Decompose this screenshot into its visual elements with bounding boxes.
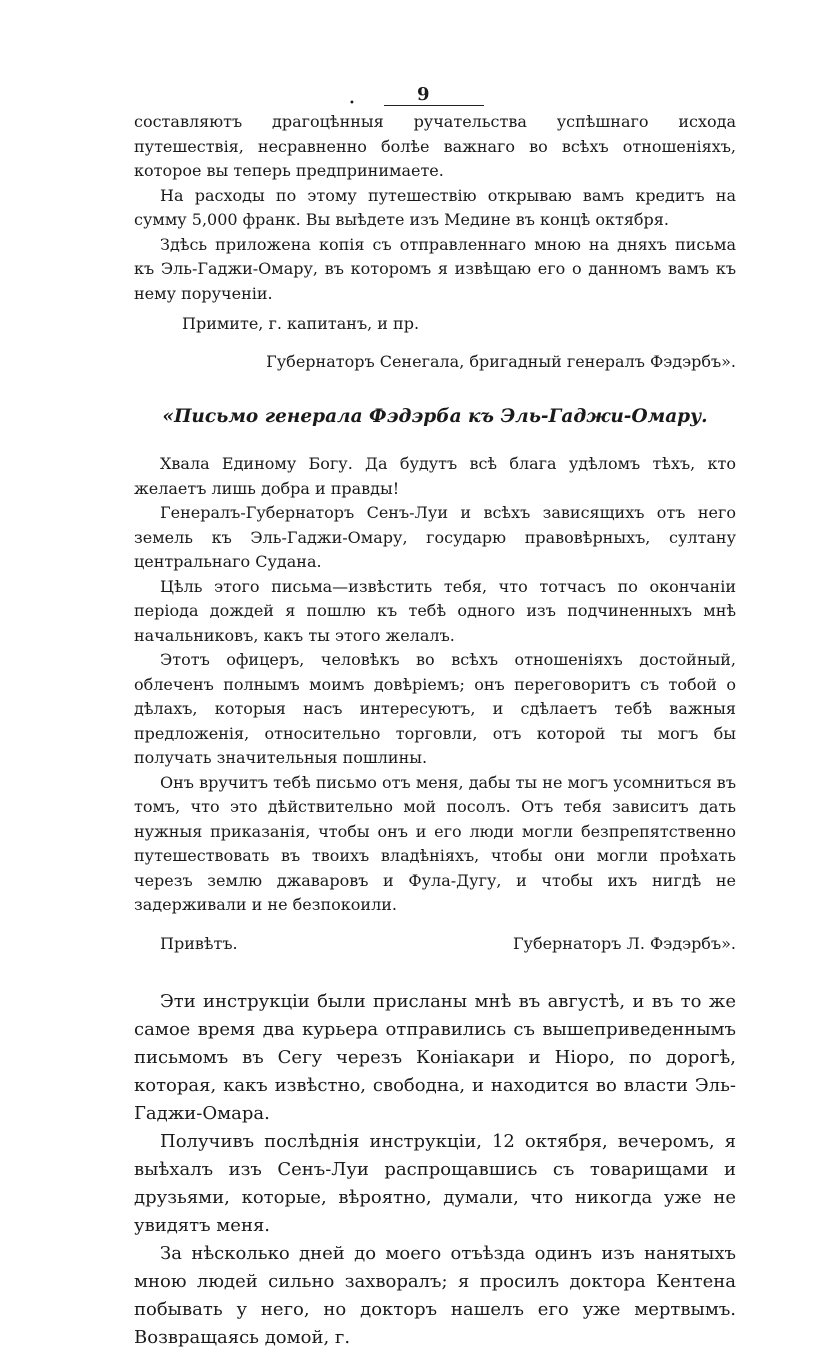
signoff-greeting: Примите, г. капитанъ, и пр. <box>182 314 420 333</box>
letter-paragraph: Онъ вручитъ тебѣ письмо отъ меня, дабы ты не могъ усомниться въ томъ, что это дѣйствительно мой посолъ. Отъ тебя зависитъ дать нужныя приказанія, чтобы онъ и его люди могли безпрепятственно путешествовать въ твоихъ владѣніяхъ, чтобы они могли проѣхать черезъ землю джаваровъ и Фула-Дугу, и чтобы ихъ нигдѣ не задерживали и не безпокоили. <box>134 772 736 914</box>
letter-closing-signature: Губернаторъ Л. Фэдэрбъ». <box>512 933 736 953</box>
book-page <box>134 80 736 1348</box>
intro-section <box>134 110 736 374</box>
intro-paragraph-credit: На расходы по этому путешествію открываю вамъ кредитъ на сумму 5,000 франк. Вы выѣдете изъ Медине въ концѣ октября. <box>134 185 736 229</box>
letter-closing <box>134 932 736 956</box>
narrative-paragraph: За нѣсколько дней до моего отъѣзда одинъ изъ нанятыхъ мною людей сильно захворалъ; я просилъ доктора Кентена побывать у него, но докторъ нашелъ его уже мертвымъ. Возвращаясь домой, г. <box>134 1242 736 1348</box>
letter-closing-greeting: Привѣтъ. <box>160 933 238 953</box>
header-rule <box>384 105 484 106</box>
letter-paragraph: Этотъ офицеръ, человѣкъ во всѣхъ отношеніяхъ достойный, облеченъ полнымъ моимъ довѣріемъ; онъ переговоритъ съ тобой о дѣлахъ, которыя насъ интересуютъ, и сдѣлаетъ тебѣ важныя предложенія, относительно торговли, отъ которой ты могъ бы получать значительныя пошлины. <box>134 650 736 767</box>
page-header <box>134 80 736 110</box>
letter-paragraph: Цѣль этого письма—извѣстить тебя, что тотчасъ по окончаніи періода дождей я пошлю къ тебѣ одного изъ подчиненныхъ мнѣ начальниковъ, какъ ты этого желалъ. <box>134 576 736 645</box>
section-gap <box>134 956 736 988</box>
page-number: 9 <box>417 84 430 105</box>
ink-speck: • <box>349 98 355 109</box>
letter-body <box>134 452 736 956</box>
intro-paragraph-continuation: составляютъ драгоцѣнныя ручательства успѣшнаго исхода путешествія, несравненно болѣе важнаго во всѣхъ отношеніяхъ, которое вы теперь предпринимаете. <box>134 112 736 180</box>
narrative-section <box>134 988 736 1352</box>
signoff-signature: Губернаторъ Сенегала, бригадный генералъ Фэдэрбъ». <box>266 352 736 371</box>
intro-paragraph-copy: Здѣсь приложена копія съ отправленнаго мною на дняхъ письма къ Эль-Гаджи-Омару, въ которомъ я извѣщаю его о данномъ вамъ къ нему порученіи. <box>134 234 736 303</box>
narrative-paragraph: Эти инструкціи были присланы мнѣ въ августѣ, и въ то же самое время два курьера отправились съ вышеприведеннымъ письмомъ въ Сегу черезъ Коніакари и Ніоро, по дорогѣ, которая, какъ извѣстно, свободна, и находится во власти Эль-Гаджи-Омара. <box>134 990 736 1124</box>
narrative-paragraph: Получивъ послѣднія инструкціи, 12 октября, вечеромъ, я выѣхалъ изъ Сенъ-Луи распрощавшись съ товарищами и друзьями, которые, вѣроятно, думали, что никогда уже не увидятъ меня. <box>134 1130 736 1236</box>
letter-paragraph: Хвала Единому Богу. Да будутъ всѣ блага удѣломъ тѣхъ, кто желаетъ лишь добра и правды! <box>134 454 736 498</box>
letter-paragraph: Генералъ-Губернаторъ Сенъ-Луи и всѣхъ зависящихъ отъ него земель къ Эль-Гаджи-Омару, государю правовѣрныхъ, султану центральнаго Судана. <box>134 503 736 571</box>
letter-title: «Письмо генерала Фэдэрба къ Эль-Гаджи-Омару. <box>162 406 708 427</box>
